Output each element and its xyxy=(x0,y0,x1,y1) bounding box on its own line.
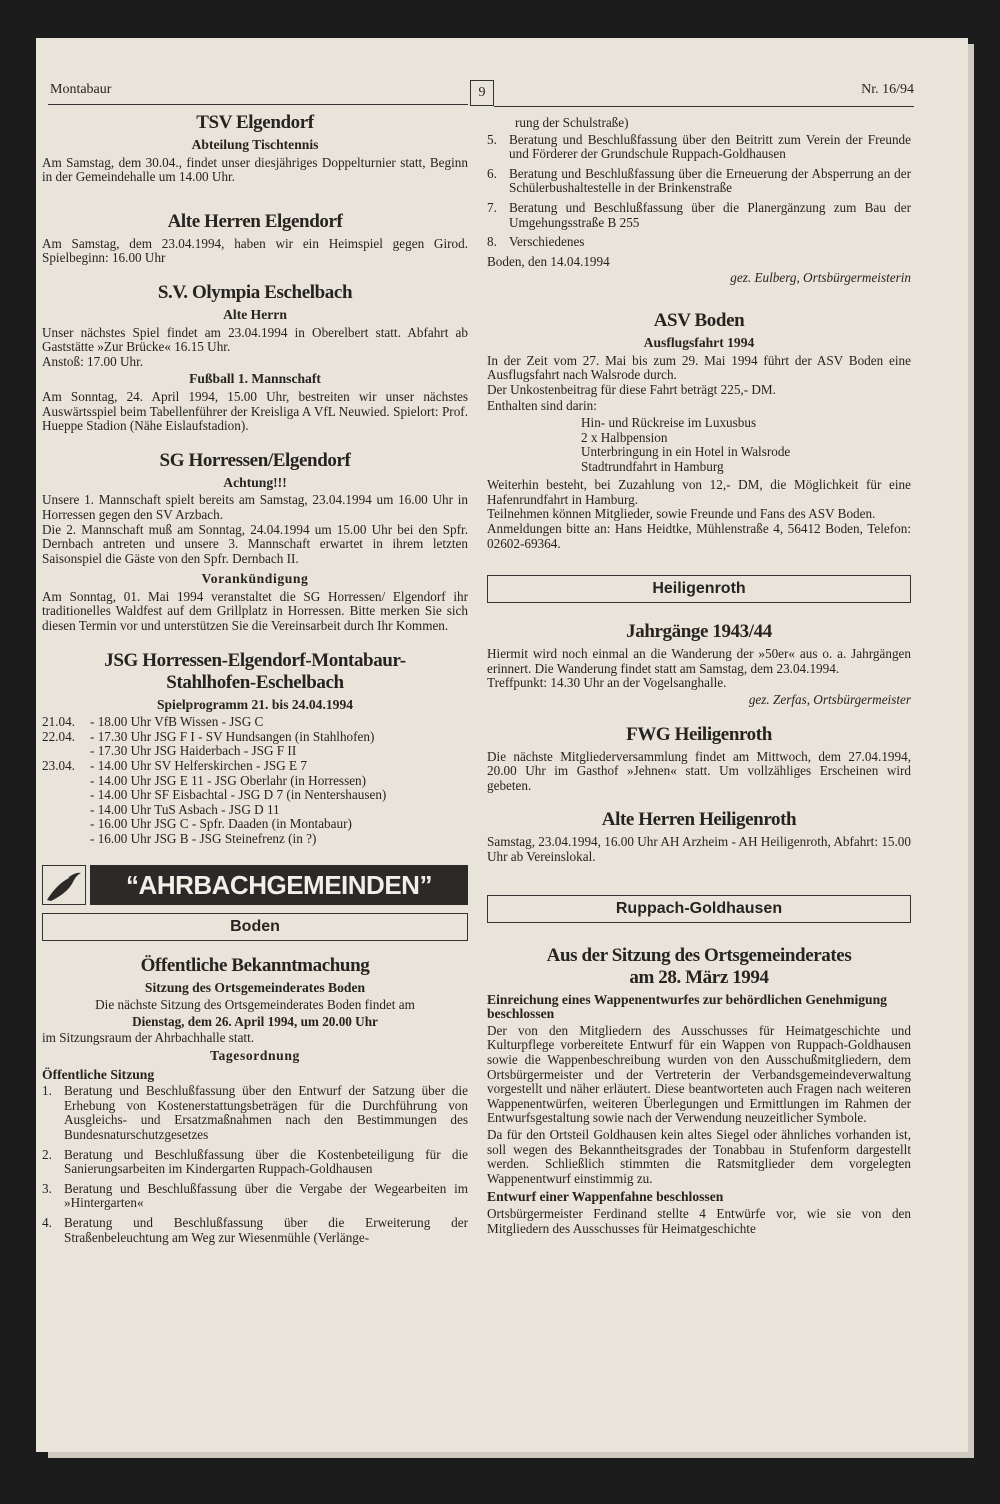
schedule-date xyxy=(42,832,90,847)
agenda-number: 3. xyxy=(42,1180,52,1196)
agenda-item xyxy=(487,201,911,232)
agenda-item xyxy=(487,133,911,164)
jg-title: Jahrgänge 1943/44 xyxy=(626,621,772,643)
page-number: 9 xyxy=(470,80,494,106)
jg-text1: Hiermit wird noch einmal an die Wanderung der »50er« aus o. a. Jahrgängen erinnert. Die Wanderung findet statt am Samstag, dem 23.04.1994. xyxy=(487,646,911,676)
left-column xyxy=(42,108,468,1250)
bek-line1: Die nächste Sitzung des Ortsgemeinderates Boden findet am xyxy=(95,997,415,1013)
tsv-text: Am Samstag, dem 30.04., findet unser diesjähriges Doppelturnier statt, Beginn in der Gemeindehalle um 14.00 Uhr. xyxy=(42,154,468,185)
tagesordnung: Tagesordnung xyxy=(210,1047,300,1063)
schedule-date xyxy=(42,803,90,818)
list-item: 2 x Halbpension xyxy=(581,429,668,445)
agenda-number: 6. xyxy=(487,165,497,181)
schedule-date xyxy=(42,744,90,759)
asv-text6: Anmeldungen bitte an: Hans Heidtke, Mühlenstraße 4, 56412 Boden, Telefon: 02602-69364. xyxy=(487,521,911,551)
bek-line3: im Sitzungsraum der Ahrbachhalle statt. xyxy=(42,1030,255,1046)
sitz-text1: Der von den Mitgliedern des Ausschusses für Heimatgeschichte und Kulturpflege vorbereitete Entwurf für ein Wappen von Ruppach-Goldhausen sowie die Wappenbeschreibung wurden von den Ausschußmitgliedern, dem Ortsbürgermeister und der Vertreterin der Verbandsgemeindeverwaltung vorgestellt und näher erläutert. Diese beantworteten auch Fragen nach weiteren Wappenentwürfen, weiteren Überlegungen und Ermittlungen im Rahmen der Entwurfsgestaltung sowie nach der Verwendung neuzeitlicher Symbole. xyxy=(487,1022,911,1126)
agenda-item xyxy=(42,1148,468,1179)
asv-text5: Teilnehmen können Mitglieder, sowie Freunde und Fans des ASV Boden. xyxy=(487,506,876,522)
sitz-title-line1: Aus der Sitzung des Ortsgemeinderates xyxy=(546,944,852,966)
sitz-sub2: Entwurf einer Wappenfahne beschlossen xyxy=(487,1189,724,1205)
sg-sub1: Achtung!!! xyxy=(223,474,287,490)
bird-logo-icon xyxy=(42,865,86,905)
sg-title: SG Horressen/Elgendorf xyxy=(159,449,351,471)
schedule-entry: - 16.00 Uhr JSG B - JSG Steinefrenz (in ?) xyxy=(90,831,317,846)
sv-title: S.V. Olympia Eschelbach xyxy=(157,281,353,303)
section-banner xyxy=(42,865,468,905)
heiligenroth-section-box: Heiligenroth xyxy=(487,575,911,603)
jsg-title-line2: Stahlhofen-Eschelbach xyxy=(166,671,344,693)
tsv-subtitle: Abteilung Tischtennis xyxy=(191,137,319,152)
boden-section-box: Boden xyxy=(42,913,468,941)
agenda-item xyxy=(487,235,911,252)
boden-signature: gez. Eulberg, Ortsbürgermeisterin xyxy=(730,270,911,286)
sv-sub2: Fußball 1. Mannschaft xyxy=(189,371,321,387)
agenda-item xyxy=(42,1216,468,1247)
sg-text1: Unsere 1. Mannschaft spielt bereits am Samstag, 23.04.1994 um 16.00 Uhr in Horressen gegen den SV Arzbach. xyxy=(42,492,468,522)
agenda-number: 4. xyxy=(42,1214,52,1230)
fwg-title: FWG Heiligenroth xyxy=(626,723,772,745)
jsg-subtitle: Spielprogramm 21. bis 24.04.1994 xyxy=(156,696,354,712)
ah-elgendorf-title: Alte Herren Elgendorf xyxy=(167,210,343,232)
agenda-number: 5. xyxy=(487,131,497,147)
schedule-entry: - 14.00 Uhr SV Helferskirchen - JSG E 7 xyxy=(90,758,307,774)
sv-text2: Am Sonntag, 24. April 1994, 15.00 Uhr, bestreiten wir unser nächstes Auswärtsspiel beim Tabellenführer der Kreisliga A VfL Neuwied. Spielort: Prof. Hueppe Stadion (Nähe Eislaufstadion). xyxy=(42,388,468,434)
asv-title: ASV Boden xyxy=(653,309,745,331)
sv-sub1: Alte Herrn xyxy=(223,306,287,322)
header-town: Montabaur xyxy=(50,82,112,97)
agenda-text: Verschiedenes xyxy=(509,234,585,250)
asv-text2: Der Unkostenbeitrag für diese Fahrt beträgt 225,- DM. xyxy=(487,381,776,397)
schedule-date: 23.04. xyxy=(42,758,75,774)
bek-subtitle: Sitzung des Ortsgemeinderates Boden xyxy=(144,979,366,995)
agenda-text: Beratung und Beschlußfassung über die Erweiterung der Straßenbeleuchtung am Weg zur Wiesenmühle (Verlänge- xyxy=(64,1214,468,1245)
agenda-item xyxy=(487,167,911,198)
schedule-date: 22.04. xyxy=(42,728,75,744)
banner-title: “AHRBACHGEMEINDEN” xyxy=(90,865,468,905)
header-rule-right xyxy=(494,106,914,107)
sg-text2: Am Sonntag, 01. Mai 1994 veranstaltet die SG Horressen/ Elgendorf ihr traditionelles Waldfest auf dem Grillplatz in Horressen. Bitte merken Sie sich diesen Termin vor und unterstützen Sie die Vereinsarbeit durch Ihr Kommen. xyxy=(42,588,468,634)
schedule-date xyxy=(42,774,90,789)
agenda-text: Beratung und Beschlußfassung über den Entwurf der Satzung über die Erhebung von Kostenerstattungsbeträgen für die Durchführung von Ausgleichs- und Ersatzmaßnahmen nach den Bestimmungen des Bundesnaturschutzgesetzes xyxy=(64,1083,468,1142)
oeffentliche-sitzung: Öffentliche Sitzung xyxy=(42,1066,155,1082)
ahh-title: Alte Herren Heiligenroth xyxy=(601,809,797,831)
agenda-continuation: rung der Schulstraße) xyxy=(515,115,629,130)
right-column xyxy=(487,108,911,1238)
list-item: Hin- und Rückreise im Luxusbus xyxy=(581,414,757,430)
ahh-text: Samstag, 23.04.1994, 16.00 Uhr AH Arzheim - AH Heiligenroth, Abfahrt: 15.00 Uhr ab Vereinslokal. xyxy=(487,834,911,864)
boden-date: Boden, den 14.04.1994 xyxy=(487,253,610,269)
agenda-number: 1. xyxy=(42,1083,52,1099)
asv-subtitle: Ausflugsfahrt 1994 xyxy=(643,334,755,350)
bek-title: Öffentliche Bekanntmachung xyxy=(140,954,370,976)
asv-text1: In der Zeit vom 27. Mai bis zum 29. Mai 1994 führt der ASV Boden eine Ausflugsfahrt nach Walsrode durch. xyxy=(487,352,911,383)
jsg-schedule xyxy=(42,715,468,846)
header-rule-left xyxy=(48,104,468,105)
tsv-title: TSV Elgendorf xyxy=(196,112,314,133)
sv-text1b: Anstoß: 17.00 Uhr. xyxy=(42,353,144,369)
schedule-entry: - 17.30 Uhr JSG F I - SV Hundsangen (in Stahlhofen) xyxy=(90,728,375,744)
agenda-number: 2. xyxy=(42,1146,52,1162)
sitz-text3: Ortsbürgermeister Ferdinand stellte 4 Entwürfe vor, wie sie von den Mitgliedern des Ausschusses für Heimatgeschichte xyxy=(487,1205,911,1236)
sitz-text2: Da für den Ortsteil Goldhausen kein altes Siegel oder ähnliches vorhanden ist, soll wegen des Bekanntheitsgrades der Tonabbau in Stufenform dargestellt werden. Schließlich stimmten die Ratsmitglieder dem vorgelegten Wappenentwurf einstimmig zu. xyxy=(487,1126,911,1186)
asv-text4: Weiterhin besteht, bei Zuzahlung von 12,- DM, die Möglichkeit für eine Hafenrundfahrt in Hamburg. xyxy=(487,477,911,507)
fwg-text: Die nächste Mitgliederversammlung findet am Mittwoch, dem 27.04.1994, 20.00 Uhr im Gasthof »Jehnen« statt. Um vollzähliges Erscheinen wird gebeten. xyxy=(487,748,911,793)
agenda-text: Beratung und Beschlußfassung über die Vergabe der Wegearbeiten im »Hintergarten« xyxy=(64,1180,468,1211)
agenda-number: 7. xyxy=(487,199,497,215)
ruppach-section-box: Ruppach-Goldhausen xyxy=(487,895,911,923)
jg-text2: Treffpunkt: 14.30 Uhr an der Vogelsanghalle. xyxy=(487,675,727,691)
jsg-title-line1: JSG Horressen-Elgendorf-Montabaur- xyxy=(104,649,406,671)
asv-text3: Enthalten sind darin: xyxy=(487,398,597,414)
schedule-entry: - 14.00 Uhr SF Eisbachtal - JSG D 7 (in Nentershausen) xyxy=(90,787,387,803)
schedule-entry: - 16.00 Uhr JSG C - Spfr. Daaden (in Montabaur) xyxy=(90,816,352,832)
schedule-entry: - 14.00 Uhr TuS Asbach - JSG D 11 xyxy=(90,801,280,817)
sitz-title-line2: am 28. März 1994 xyxy=(629,966,769,988)
schedule-entry: - 14.00 Uhr JSG E 11 - JSG Oberlahr (in Horressen) xyxy=(90,772,367,788)
asv-includes-list xyxy=(487,416,911,474)
schedule-date xyxy=(42,788,90,803)
jg-signature: gez. Zerfas, Ortsbürgermeister xyxy=(748,692,911,708)
agenda-item xyxy=(42,1182,468,1213)
list-item: Stadtrundfahrt in Hamburg xyxy=(581,458,724,474)
schedule-entry: - 17.30 Uhr JSG Haiderbach - JSG F II xyxy=(90,743,297,759)
bek-line2: Dienstag, dem 26. April 1994, um 20.00 Uhr xyxy=(132,1013,378,1029)
list-item: Unterbringung in ein Hotel in Walsrode xyxy=(581,444,791,460)
agenda-number: 8. xyxy=(487,234,497,250)
agenda-item xyxy=(42,1084,468,1144)
sitz-sub1: Einreichung eines Wappenentwurfes zur behördlichen Genehmigung beschlossen xyxy=(487,991,887,1022)
schedule-date: 21.04. xyxy=(42,714,75,730)
sv-text1: Unser nächstes Spiel findet am 23.04.1994 in Oberelbert statt. Abfahrt ab Gaststätte »Zur Brücke« 16.15 Uhr. xyxy=(42,324,468,355)
schedule-date xyxy=(42,817,90,832)
ah-elgendorf-text: Am Samstag, dem 23.04.1994, haben wir ein Heimspiel gegen Girod. Spielbeginn: 16.00 Uhr xyxy=(42,235,468,266)
agenda-text: Beratung und Beschlußfassung über die Planergänzung zum Bau der Umgehungsstraße B 255 xyxy=(509,199,911,230)
agenda-text: Beratung und Beschlußfassung über die Kostenbeteiligung für die Sanierungsarbeiten im Kindergarten Ruppach-Goldhausen xyxy=(64,1146,468,1177)
agenda-text: Beratung und Beschlußfassung über die Erneuerung der Absperrung an der Schülerbushaltestelle in der Brinkenstraße xyxy=(509,165,911,196)
issue-number: Nr. 16/94 xyxy=(861,82,914,97)
sg-text1b: Die 2. Mannschaft muß am Sonntag, 24.04.1994 um 15.00 Uhr bei den Spfr. Dernbach antreten und unsere 3. Mannschaft erwartet in ihrem letzten Saisonspiel die Gäste von den Spfr. Dernbach II. xyxy=(42,521,468,566)
schedule-entry: - 18.00 Uhr VfB Wissen - JSG C xyxy=(90,714,264,730)
agenda-text: Beratung und Beschlußfassung über den Beitritt zum Verein der Freunde und Förderer der Grundschule Ruppach-Goldhausen xyxy=(509,131,911,162)
sg-sub2: Vorankündigung xyxy=(201,571,309,587)
